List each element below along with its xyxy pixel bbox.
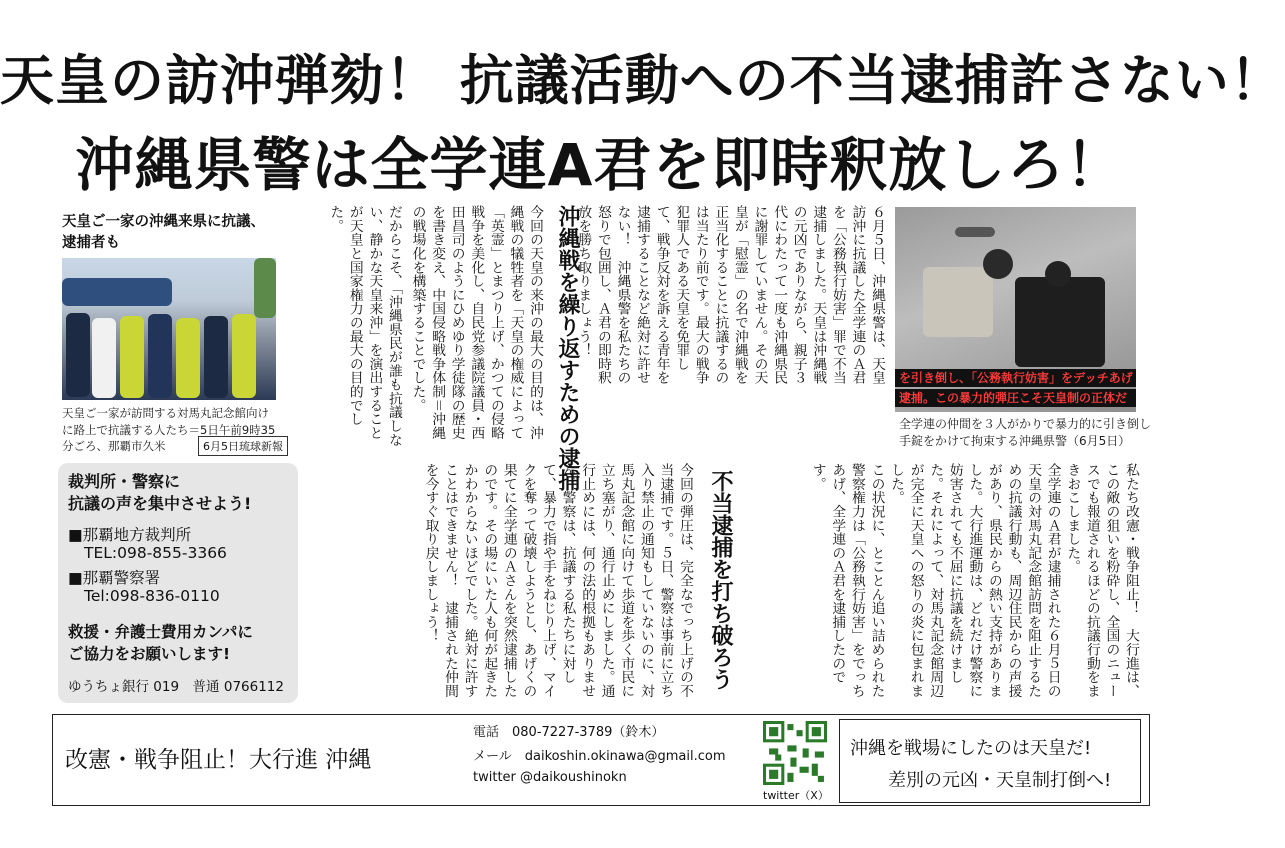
article-column-a bbox=[575, 205, 886, 385]
news-source-label: 6月5日琉球新報 bbox=[198, 436, 288, 456]
headline-line-1: 天皇の訪沖弾劾！ 抗議活動への不当逮捕許さない！ bbox=[0, 49, 1285, 112]
slogan-box bbox=[839, 719, 1141, 803]
right-photo-caption-2: 手錠をかけて拘束する沖縄県警（6月5日） bbox=[899, 434, 1131, 448]
photo-overlay-line-1: を引き倒し、「公務執行妨害」をデッチあげ bbox=[895, 369, 1136, 387]
subhead-break-arrest: 不当逮捕を打ち破ろう bbox=[708, 470, 733, 690]
protest-photo bbox=[62, 258, 276, 400]
footer-phone: 電話 080-7227-3789（鈴木） bbox=[473, 725, 665, 740]
article-paragraph: 今回の弾圧は、完全なでっち上げの不当逮捕です。５日、警察は事前に立ち入り禁止の通知もしていないのに、対馬丸記念館に向けて歩道を歩く市民に立ち塞がり、通行止めにしました。通行止めには、何の法的根拠もありません。警察は、抗議する私たちに対して、暴力で指や手をねじり上げ、マイクを奪って破壊しようとし、あげくの果てに全学連のＡさんを突然逮捕したのです。その場にいた人も何が起きたかわからないほどでした。絶対に許すことはできません！ 逮捕された仲間を今すぐ取り戻しましょう！ bbox=[422, 463, 693, 698]
article-column-c bbox=[750, 463, 1140, 708]
qr-label: twitter（X） bbox=[763, 789, 829, 802]
slogan-line-2: 差別の元凶・天皇制打倒へ! bbox=[888, 770, 1112, 791]
police-tel: Tel:098-836-0110 bbox=[84, 587, 220, 605]
article-column-b bbox=[308, 205, 544, 452]
court-name: ■那覇地方裁判所 bbox=[68, 526, 192, 544]
court-tel: TEL:098-855-3366 bbox=[84, 544, 227, 562]
article-column-d bbox=[338, 463, 694, 708]
right-photo-caption-1: 全学連の仲間を３人がかりで暴力的に引き倒し bbox=[899, 417, 1152, 431]
article-paragraph: 今回の天皇の来沖の最大の目的は、沖縄戦の犠牲者を「天皇の権威によって「英霊」とまつり上げ、かつての侵略戦争を美化し、自民党参議院議員・西田昌司のようにひめゆり学徒隊の歴史を書き変え、中国侵略戦争体制＝沖縄の戦場化を構築することでした。 bbox=[409, 205, 543, 440]
article-paragraph: 私たち改憲・戦争阻止！ 大行進は、この敵の狙いを粉砕し、全国のニュースでも報道されるほどの抗議行動をまきおこしました。 bbox=[1064, 463, 1139, 698]
article-paragraph: この状況に、とことん追い詰められた警察権力は「公務執行妨害」をでっちあげ、全学連のＡ君を逮捕したのです。 bbox=[809, 463, 885, 698]
article-paragraph: ６月５日、沖縄県警は、天皇訪沖に抗議した全学連のＡ君を「公務執行妨害」罪で不当逮捕しました。天皇は沖縄戦の元凶でありながら、親子３代にわたって一度も沖縄県民に謝罪していません。その天皇が「慰霊」の名で沖縄戦を正当化することに抗議するのは当たり前です。最大の戦争犯罪人である天皇を免罪して、戦争反対を訴える青年を逮捕することなど絶対に許せない！ 沖縄県警を私たちの怒りで包囲し、Ａ君の即時釈放を勝ち取りましょう！ bbox=[575, 205, 885, 385]
subhead-okinawa-war: 沖縄戦を繰り返すための逮捕 bbox=[555, 205, 580, 491]
slogan-line-1: 沖縄を戦場にしたのは天皇だ! bbox=[850, 738, 1092, 759]
article-paragraph: だからこそ、「沖縄県民が誰も抗議しない、静かな天皇来沖」を演出することが天皇と国家権力の最大の目的でした。 bbox=[327, 205, 402, 447]
footer-org-name: 改憲・戦争阻止！大行進 沖縄 bbox=[65, 747, 372, 773]
photo-overlay-line-2: 逮捕。この暴力的弾圧こそ天皇制の正体だ bbox=[895, 389, 1136, 407]
article-paragraph: 全学連のＡ君が逮捕された６月５日の天皇の対馬丸記念館訪問を阻止するための抗議行動も、周辺住民からの声援があり、県民からの熱い支持がありました。大行進運動は、どれだけ警察に妨害されても不屈に抗議を続けました。それによって、対馬丸記念館周辺が完全に天皇への怒りの炎に包まれました。 bbox=[888, 463, 1061, 698]
kanpa-heading-2: ご協力をお願いします! bbox=[68, 645, 231, 663]
bank-account: ゆうちょ銀行 019 普通 0766112 bbox=[68, 679, 284, 695]
footer-twitter: twitter @daikoushinokn bbox=[473, 770, 627, 785]
kanpa-heading-1: 救援・弁護士費用カンパに bbox=[68, 623, 253, 641]
footer bbox=[52, 714, 1150, 806]
left-photo-title: 天皇ご一家の沖縄来県に抗議、逮捕者も bbox=[62, 214, 265, 252]
left-photo-caption: 天皇ご一家が訪問する対馬丸記念館向けに路上で抗議する人たち＝5日午前9時35分ごろ、那覇市久米 bbox=[62, 406, 276, 454]
arrest-photo bbox=[895, 207, 1136, 412]
headline-line-2: 沖縄県警は全学連A君を即時釈放しろ！ bbox=[75, 131, 1125, 199]
qr-code-icon[interactable] bbox=[763, 721, 827, 785]
contact-heading-1: 裁判所・警察に bbox=[68, 472, 181, 491]
contact-box bbox=[58, 463, 298, 703]
contact-heading-2: 抗議の声を集中させよう! bbox=[68, 494, 252, 513]
police-name: ■那覇警察署 bbox=[68, 569, 161, 587]
footer-email: メール daikoshin.okinawa@gmail.com bbox=[473, 749, 726, 764]
